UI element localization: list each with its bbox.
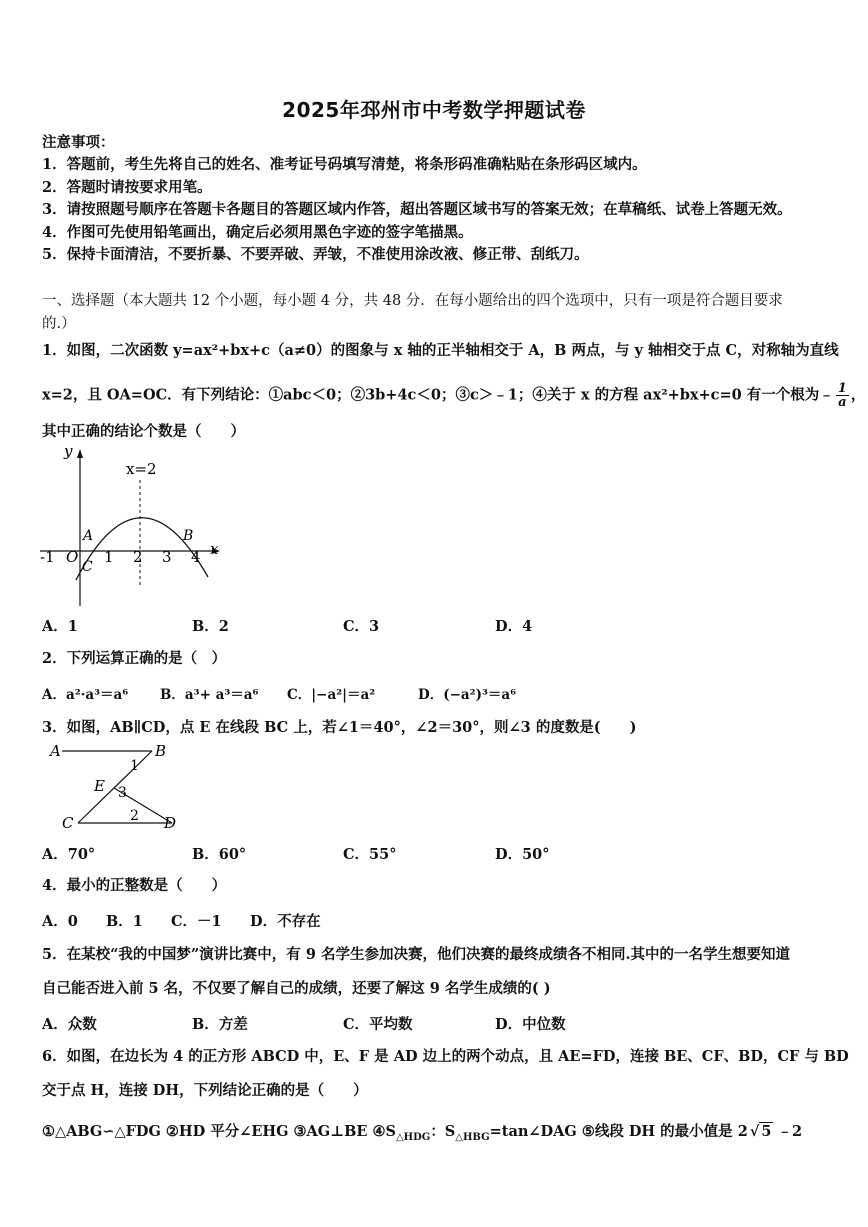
q6-conclusion-text: ﹣2: [777, 1123, 803, 1140]
q2-option-c[interactable]: C．|−a²|＝a²: [287, 687, 376, 703]
q3-option-b[interactable]: B．60°: [192, 846, 247, 863]
x-axis-label: x: [210, 540, 219, 558]
notice-item: 2．答题时请按要求用笔。: [42, 179, 212, 196]
origin-label: O: [66, 548, 79, 566]
sqrt-icon: √ 5: [749, 1123, 772, 1140]
q2-option-d[interactable]: D．(−a²)³＝a⁶: [418, 687, 517, 703]
tick-label: 2: [133, 548, 143, 566]
notice-item: 4．作图可先使用铅笔画出，确定后必须用黑色字迹的签字笔描黑。: [42, 224, 473, 241]
point-label-b: B: [183, 528, 194, 544]
q6-conclusion-text: =tan∠DAG ⑤线段 DH 的最小值是 2: [489, 1123, 748, 1140]
subscript-hdg: △HDG: [395, 1131, 431, 1143]
q4-option-c[interactable]: C．－1: [171, 913, 222, 930]
q6-stem-line2: 交于点 H，连接 DH，下列结论正确的是（ ）: [42, 1082, 368, 1099]
notice-item: 5．保持卡面清洁，不要折暴、不要弄破、弄皱，不准使用涂改液、修正带、刮纸刀。: [42, 246, 589, 263]
fraction-numerator: 1: [837, 381, 847, 396]
point-label-b: B: [155, 742, 167, 760]
notice-heading: 注意事项：: [42, 134, 115, 151]
q1-stem-text: x=2，且 OA=OC．有下列结论：①abc＜0；②3b+4c＜0；③c＞﹣1；④关于 x 的方程 ax²+bx+c=0 有一个根为﹣: [42, 386, 834, 404]
q1-stem-line2: [42, 382, 865, 409]
q1-stem-comma: ，: [850, 386, 866, 404]
sqrt-radicand: 5: [761, 1123, 772, 1140]
q6-conclusion-text: ：S: [430, 1123, 456, 1140]
point-label-e: E: [94, 777, 105, 795]
q6-conclusion-text: ①△ABG∽△FDG ②HD 平分∠EHG ③AG⊥BE ④S: [42, 1123, 396, 1140]
q3-option-d[interactable]: D．50°: [495, 846, 550, 863]
tick-label: -1: [40, 548, 55, 566]
notice-item: 3．请按照题号顺序在答题卡各题目的答题区域内作答，超出答题区域书写的答案无效；在草稿纸、试卷上答题无效。: [42, 201, 792, 218]
y-axis-label: y: [64, 442, 73, 460]
notice-item: 1．答题前，考生先将自己的姓名、准考证号码填写清楚，将条形码准确粘贴在条形码区域内。: [42, 156, 647, 173]
angle-label-1: 1: [130, 758, 139, 774]
tick-label: 4: [191, 548, 201, 566]
tick-label: 3: [162, 548, 172, 566]
q6-stem-line1: 6．如图，在边长为 4 的正方形 ABCD 中，E、F 是 AD 边上的两个动点，且 AE=FD，连接 BE、CF、BD，CF 与 BD: [42, 1048, 849, 1065]
q4-stem: 4．最小的正整数是（ ）: [42, 877, 227, 894]
q5-option-d[interactable]: D．中位数: [495, 1016, 566, 1033]
q2-option-a[interactable]: A．a²·a³＝a⁶: [42, 687, 129, 703]
point-label-c: C: [82, 559, 93, 575]
q4-option-d[interactable]: D．不存在: [250, 913, 321, 930]
page-title: 2025年邳州市中考数学押题试卷: [282, 98, 586, 122]
y-axis-arrow-icon: [77, 449, 83, 458]
q5-stem-line2: 自己能否进入前 5 名，不仅要了解自己的成绩，还要了解这 9 名学生成绩的( ): [42, 980, 551, 997]
q3-option-c[interactable]: C．55°: [343, 846, 397, 863]
q1-stem-line3: 其中正确的结论个数是（ ）: [42, 423, 245, 440]
q1-option-d[interactable]: D．4: [495, 618, 533, 635]
q5-stem-line1: 5．在某校“我的中国梦”演讲比赛中，有 9 名学生参加决赛，他们决赛的最终成绩各不相同.其中的一名学生想要知道: [42, 946, 790, 963]
subscript-hbg: △HBG: [455, 1131, 490, 1143]
segment-bc: [78, 751, 152, 823]
q6-conclusions: [42, 1122, 802, 1148]
q1-option-b[interactable]: B．2: [192, 618, 229, 635]
q3-parallel-lines-figure: [44, 740, 194, 832]
q3-stem: 3．如图，AB∥CD，点 E 在线段 BC 上，若∠1＝40°，∠2＝30°，则∠3 的度数是( ): [42, 719, 637, 736]
q5-option-c[interactable]: C．平均数: [343, 1016, 413, 1033]
fraction-denominator: a: [838, 395, 847, 410]
q5-option-b[interactable]: B．方差: [192, 1016, 248, 1033]
section-heading-cont: 的.）: [42, 316, 76, 332]
q1-option-a[interactable]: A．1: [42, 618, 78, 635]
angle-label-2: 2: [130, 808, 139, 824]
q2-stem: 2．下列运算正确的是（ ）: [42, 650, 227, 667]
tick-label: 1: [104, 548, 114, 566]
point-label-c: C: [62, 814, 74, 832]
symmetry-axis-label: x=2: [126, 460, 157, 478]
q2-option-b[interactable]: B．a³+ a³＝a⁶: [160, 687, 259, 703]
q4-option-a[interactable]: A．0: [42, 913, 78, 930]
q4-option-b[interactable]: B．1: [106, 913, 143, 930]
q1-stem-line1: 1．如图，二次函数 y=ax²+bx+c（a≠0）的图象与 x 轴的正半轴相交于 A，B 两点，与 y 轴相交于点 C，对称轴为直线: [42, 342, 839, 359]
fraction-1-over-a: [836, 382, 849, 409]
q1-option-c[interactable]: C．3: [343, 618, 380, 635]
q5-option-a[interactable]: A．众数: [42, 1016, 97, 1033]
angle-label-3: 3: [118, 785, 127, 801]
section-heading: 一、选择题（本大题共 12 个小题，每小题 4 分，共 48 分．在每小题给出的四个选项中，只有一项是符合题目要求: [42, 293, 783, 309]
q1-parabola-graph: [36, 440, 236, 612]
point-label-a: A: [50, 742, 61, 760]
point-label-d: D: [164, 814, 177, 832]
point-label-a: A: [83, 528, 94, 544]
q3-option-a[interactable]: A．70°: [42, 846, 96, 863]
